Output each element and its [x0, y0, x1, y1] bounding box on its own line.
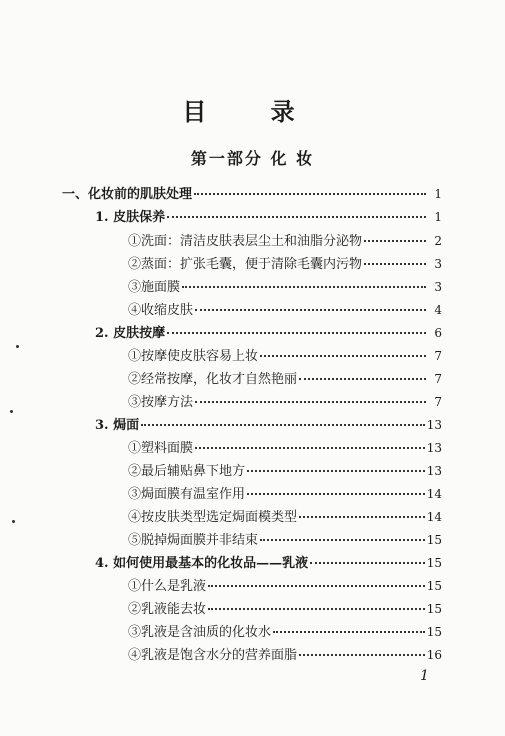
scan-speck: [10, 410, 13, 413]
toc-entry-label: 一、化妆前的肌肤处理: [62, 187, 193, 202]
dot-leader: [260, 539, 425, 541]
dot-leader: [247, 470, 425, 472]
toc-entry: [128, 368, 442, 387]
toc-entry-label: ④乳液是饱含水分的营养面脂: [128, 648, 298, 663]
toc-entry-label: ④收缩皮肤: [128, 303, 194, 318]
toc-entry-page: 13: [426, 418, 442, 432]
toc-entry-label: ②蒸面：扩张毛囊，便于清除毛囊内污物: [128, 257, 363, 272]
dot-leader: [182, 286, 426, 288]
toc-entry-label: ②经常按摩，化妆才自然艳丽: [128, 372, 298, 387]
toc-entry-page: 1: [434, 210, 442, 224]
toc-entry: [128, 253, 442, 272]
dot-leader: [208, 585, 425, 587]
toc-entry: [95, 552, 442, 571]
dot-leader: [195, 309, 426, 311]
toc-entry: [95, 206, 442, 225]
toc-entry: [128, 391, 442, 410]
toc-entry-page: 7: [434, 372, 442, 386]
toc-entry-page: 15: [426, 625, 442, 639]
dot-leader: [310, 562, 425, 564]
toc-entry-page: 3: [434, 257, 442, 271]
toc-entry: [128, 483, 442, 502]
dot-leader: [299, 654, 425, 656]
toc-entry: [128, 299, 442, 318]
toc-entry-label: ①塑料面膜: [128, 441, 194, 456]
toc-entry-page: 13: [426, 464, 442, 478]
toc-entry-label: ③乳液是含油质的化妆水: [128, 625, 272, 640]
toc-entry: [95, 322, 442, 341]
scan-speck: [12, 520, 15, 523]
scan-speck: [16, 345, 19, 348]
dot-leader: [141, 424, 425, 426]
toc-entry-label: ④按皮肤类型选定焗面模类型: [128, 510, 298, 525]
toc-entry-label: ③施面膜: [128, 280, 181, 295]
toc-entry-label: ①洗面：清洁皮肤表层尘土和油脂分泌物: [128, 234, 363, 249]
toc-entry: [128, 230, 442, 249]
toc-entry-label: 2. 皮肤按摩: [95, 326, 166, 341]
toc-entry-label: ⑤脱掉焗面膜并非结束: [128, 533, 259, 548]
toc-entry-page: 7: [434, 395, 442, 409]
part-heading: 第一部分 化 妆: [190, 149, 315, 168]
dot-leader: [364, 263, 426, 265]
toc-entry-page: 4: [434, 303, 442, 317]
toc-entry-page: 1: [434, 187, 442, 201]
dot-leader: [299, 516, 425, 518]
page-number: 1: [420, 668, 429, 684]
toc-entry-page: 2: [434, 234, 442, 248]
page-title: 目 录: [182, 97, 323, 126]
toc-entry: [128, 529, 442, 548]
toc-entry: [128, 644, 442, 663]
toc-entry-page: 6: [434, 326, 442, 340]
dot-leader: [194, 193, 426, 195]
dot-leader: [364, 240, 426, 242]
toc-entry-label: ①什么是乳液: [128, 579, 207, 594]
dot-leader: [273, 631, 425, 633]
dot-leader: [208, 608, 425, 610]
toc-entry-page: 15: [426, 556, 442, 570]
toc-entry: [62, 183, 442, 202]
toc-entry: [128, 437, 442, 456]
toc-entry-label: ③焗面膜有温室作用: [128, 487, 246, 502]
toc-entry: [128, 460, 442, 479]
toc-entry-label: 3. 焗面: [95, 418, 140, 433]
toc-entry: [128, 575, 442, 594]
dot-leader: [247, 493, 425, 495]
toc-entry: [128, 598, 442, 617]
dot-leader: [195, 447, 425, 449]
dot-leader: [195, 401, 426, 403]
toc-entry-page: 15: [426, 602, 442, 616]
dot-leader: [167, 216, 426, 218]
toc-entry-page: 15: [426, 579, 442, 593]
toc-entry-label: ③按摩方法: [128, 395, 194, 410]
toc-entry-label: ②乳液能去妆: [128, 602, 207, 617]
toc-entry-page: 14: [426, 510, 442, 524]
dot-leader: [299, 378, 426, 380]
toc-entry-page: 14: [426, 487, 442, 501]
toc-entry: [128, 506, 442, 525]
toc-entry-label: 1. 皮肤保养: [95, 210, 166, 225]
toc-entry-page: 7: [434, 349, 442, 363]
dot-leader: [167, 332, 426, 334]
toc-entry: [128, 345, 442, 364]
dot-leader: [260, 355, 426, 357]
toc-entry: [128, 621, 442, 640]
toc-entry-page: 15: [426, 533, 442, 547]
toc-entry-label: ①按摩使皮肤容易上妆: [128, 349, 259, 364]
toc-entry-label: ②最后辅贴鼻下地方: [128, 464, 246, 479]
toc-entry-page: 13: [426, 441, 442, 455]
toc-entry: [95, 414, 442, 433]
toc-entry: [128, 276, 442, 295]
toc-entry-page: 16: [426, 648, 442, 662]
toc-entry-page: 3: [434, 280, 442, 294]
toc-entry-label: 4. 如何使用最基本的化妆品——乳液: [95, 556, 309, 571]
